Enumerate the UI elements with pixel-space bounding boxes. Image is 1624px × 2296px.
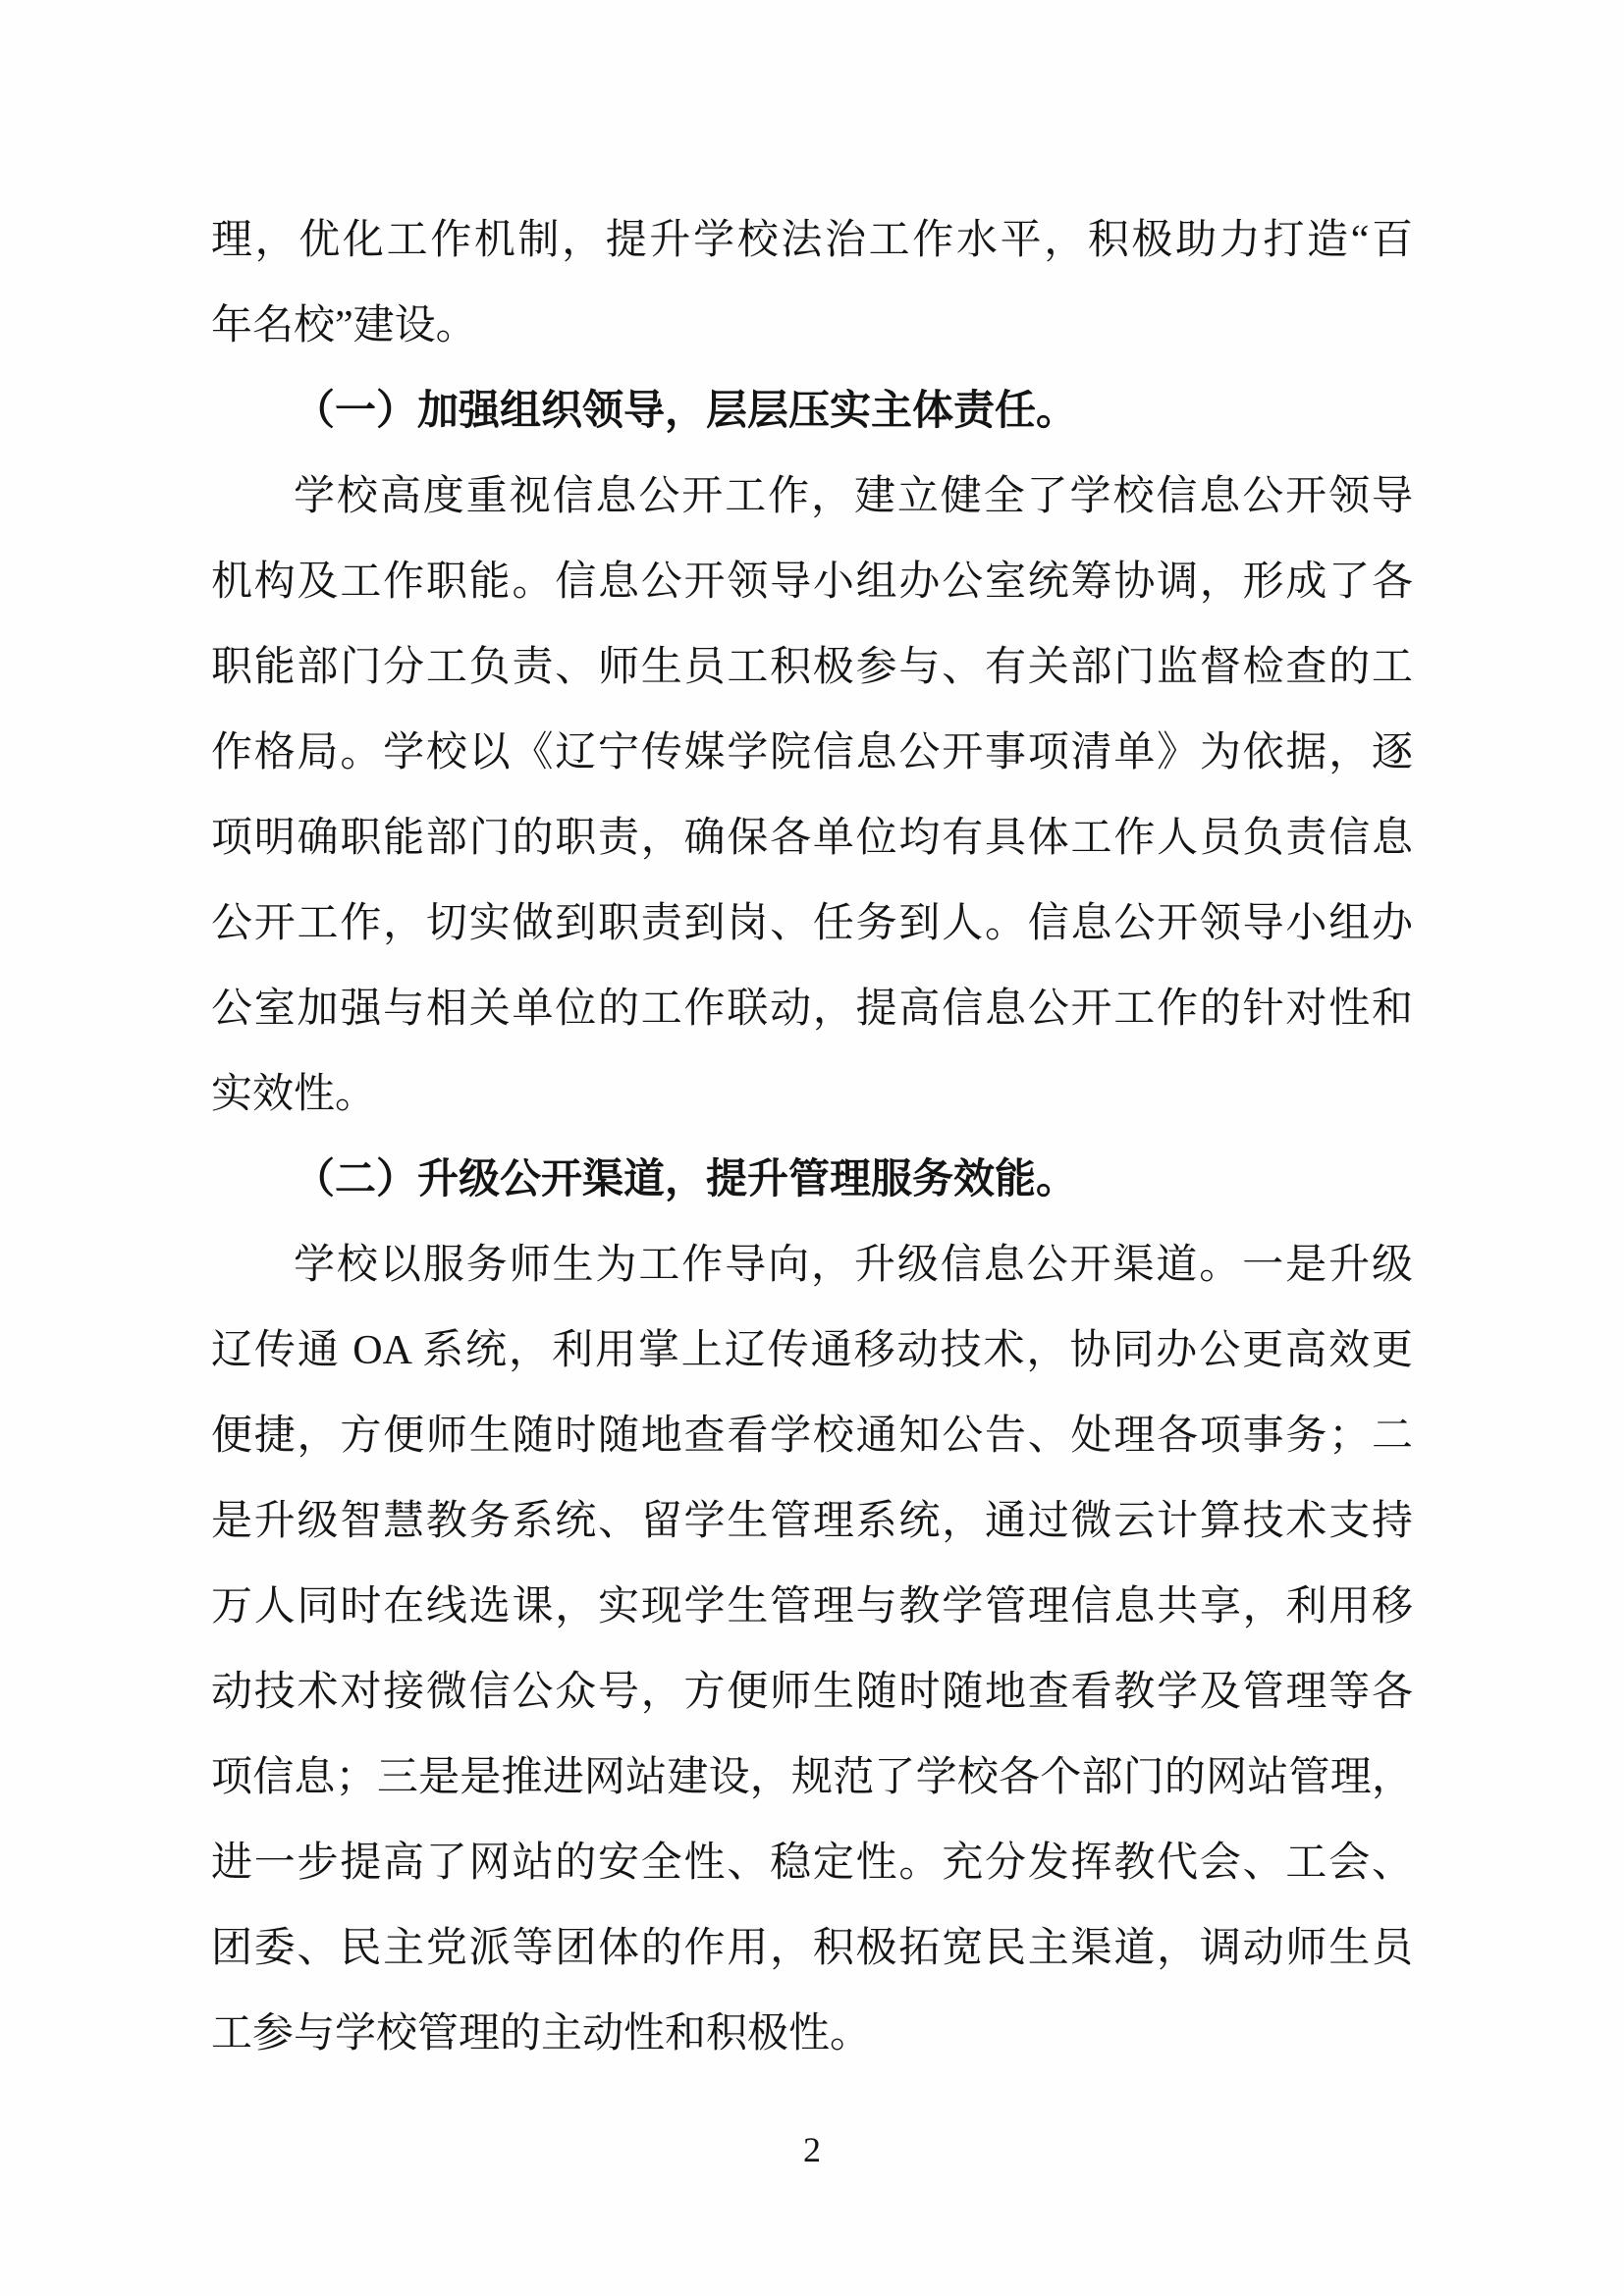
section-heading-2: （二）升级公开渠道，提升管理服务效能。 xyxy=(294,1157,1078,1202)
text-line: 万人同时在线选课，实现学生管理与教学管理信息共享，利用移 xyxy=(211,1584,1413,1629)
text-line: 工参与学校管理的主动性和积极性。 xyxy=(211,2011,872,2056)
text-line: 进一步提高了网站的安全性、稳定性。充分发挥教代会、工会、 xyxy=(211,1841,1413,1886)
text-line: 机构及工作职能。信息公开领导小组办公室统筹协调，形成了各 xyxy=(211,560,1413,605)
text-line: 项信息；三是是推进网站建设，规范了学校各个部门的网站管理， xyxy=(211,1755,1413,1800)
text-line: 作格局。学校以《辽宁传媒学院信息公开事项清单》为依据，逐 xyxy=(211,730,1413,775)
text-line: 项明确职能部门的职责，确保各单位均有具体工作人员负责信息 xyxy=(211,816,1413,861)
text-line: 公开工作，切实做到职责到岗、任务到人。信息公开领导小组办 xyxy=(211,901,1413,946)
text-line: 年名校”建设。 xyxy=(211,303,477,348)
text-line: 理，优化工作机制，提升学校法治工作水平，积极助力打造“百 xyxy=(211,218,1413,263)
document-body xyxy=(211,198,1413,2077)
text-line: 是升级智慧教务系统、留学生管理系统，通过微云计算技术支持 xyxy=(211,1499,1413,1544)
text-line: 便捷，方便师生随时随地查看学校通知公告、处理各项事务；二 xyxy=(211,1414,1413,1459)
text-line: 团委、民主党派等团体的作用，积极拓宽民主渠道，调动师生员 xyxy=(211,1926,1413,1971)
section-heading-1: （一）加强组织领导，层层压实主体责任。 xyxy=(294,389,1078,434)
text-line: 公室加强与相关单位的工作联动，提高信息公开工作的针对性和 xyxy=(211,987,1413,1032)
text-line: 动技术对接微信公众号，方便师生随时随地查看教学及管理等各 xyxy=(211,1670,1413,1715)
text-line: 实效性。 xyxy=(211,1072,377,1117)
text-line: 职能部门分工负责、师生员工积极参与、有关部门监督检查的工 xyxy=(211,645,1413,690)
text-line: 学校以服务师生为工作导向，升级信息公开渠道。一是升级 xyxy=(294,1243,1413,1288)
text-line: 辽传通 OA 系统，利用掌上辽传通移动技术，协同办公更高效更 xyxy=(211,1328,1413,1373)
text-line: 学校高度重视信息公开工作，建立健全了学校信息公开领导 xyxy=(294,474,1413,519)
page-number: 2 xyxy=(803,2130,821,2169)
